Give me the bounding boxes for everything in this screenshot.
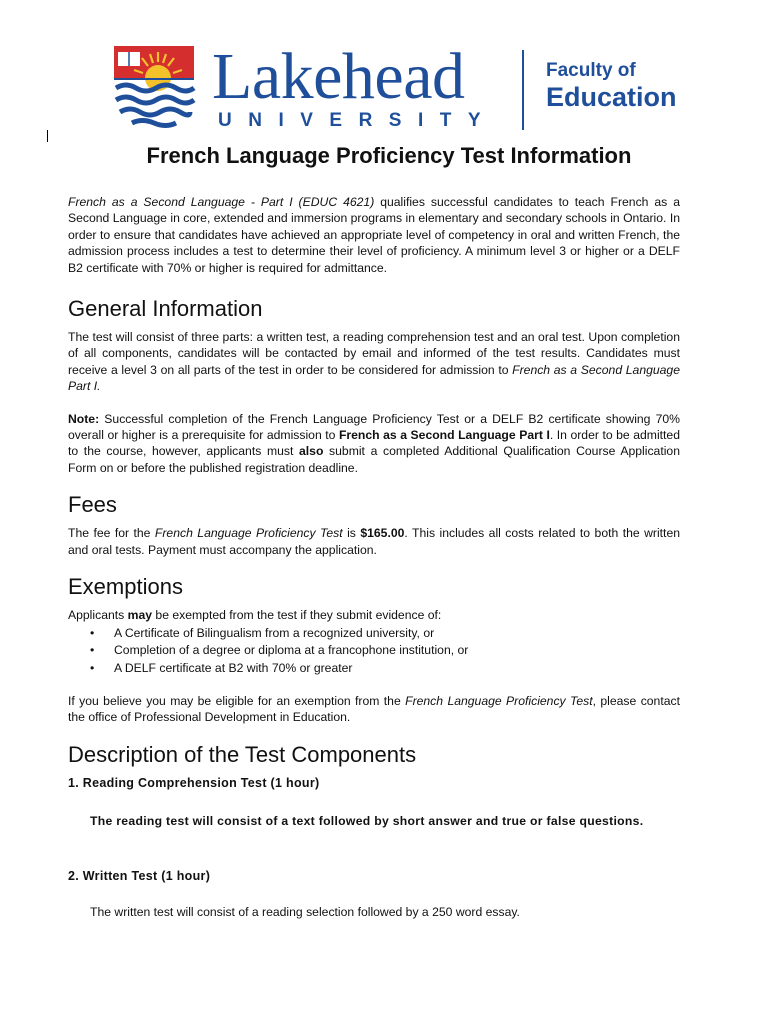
written-test-title: 2. Written Test (1 hour) (68, 868, 211, 883)
note-also: also (299, 444, 324, 459)
reading-test-title: 1. Reading Comprehension Test (1 hour) (68, 775, 320, 790)
exemptions-contact (68, 693, 680, 726)
list-item: • A DELF certificate at B2 with 70% or greater (90, 660, 680, 678)
general-paragraph (68, 329, 680, 395)
university-wordmark: Lakehead (212, 40, 465, 113)
note-text-a: Successful completion of the French Language Proficiency Test or a DELF B2 certificate showing 70% overall or higher is a prerequisite for admission to (68, 411, 680, 443)
university-subtitle: UNIVERSITY (218, 110, 498, 131)
intro-course-name: French as a Second Language - Part I (EDUC 4621) (68, 195, 375, 209)
fees-heading: Fees (68, 492, 117, 518)
exemptions-lead-a: Applicants (68, 608, 128, 623)
logo-divider (522, 50, 524, 130)
fees-test-name: French Language Proficiency Test (154, 526, 343, 541)
note-course-name: French as a Second Language Part I (338, 428, 550, 443)
reading-test-description (68, 813, 680, 829)
exemptions-contact-b: , please contact the office of Professional Development in Education. (68, 694, 680, 725)
exemptions-contact-a: If you believe you may be eligible for an exemption from the (68, 694, 406, 708)
fees-text-a: The fee for the (68, 526, 155, 541)
note-label: Note: (68, 411, 100, 426)
general-course-name: French as a Second Language Part I. (68, 362, 680, 394)
exemptions-heading: Exemptions (68, 574, 183, 600)
document-body (68, 140, 680, 920)
note-text-d: submit a completed Additional Qualification Course Application Form on or before the published registration deadline. (68, 444, 680, 475)
fees-text-b: is (342, 526, 361, 541)
fees-text-c: . This includes all costs related to both the written and oral tests. Payment must accompany the application. (68, 526, 680, 557)
list-item: • A Certificate of Bilingualism from a recognized university, or (90, 625, 680, 643)
list-item: • Completion of a degree or diploma at a francophone institution, or (90, 642, 680, 660)
faculty-line-2: Education (546, 82, 677, 112)
general-text: The test will consist of three parts: a written test, a reading comprehension test and an oral test. Upon completion of all components, candidates will be contacted by email and informed of the test results. Candidates must receive a level 3 on all parts of the test in order to be considered for admission to (68, 330, 680, 377)
intro-paragraph (68, 194, 680, 276)
general-heading: General Information (68, 296, 263, 322)
fees-amount: $165.00 (360, 526, 405, 541)
components-heading: Description of the Test Components (68, 741, 417, 767)
exemptions-lead (68, 607, 680, 623)
page-title: French Language Proficiency Test Information (146, 143, 632, 168)
exemptions-list (68, 625, 680, 678)
exemptions-lead-c: be exempted from the test if they submit evidence of: (152, 608, 442, 623)
faculty-line-1: Faculty of (546, 60, 636, 81)
intro-text: qualifies successful candidates to teach French as a Second Language in core, extended and immersion programs in elementary and secondary schools in Ontario. In order to ensure that candidates have achieved an appropriate level of competency in oral and written French, the admission process includes a test to determine their level of proficiency. A minimum level 3 or higher or a DELF B2 certificate with 70% or higher is required for admittance. (68, 195, 680, 275)
exemptions-test-name: French Language Proficiency Test (405, 694, 593, 708)
university-logo (112, 40, 677, 136)
note-paragraph (68, 411, 680, 477)
note-text-c: . In order to be admitted to the course, however, applicants must (68, 428, 680, 459)
reading-desc-text: The reading test will consist of a text followed by short answer and true or false questions. (90, 814, 644, 829)
university-shield-icon (112, 44, 196, 134)
text-cursor (47, 130, 48, 142)
fees-paragraph (68, 525, 680, 558)
exemptions-may: may (127, 608, 153, 623)
written-test-description: The written test will consist of a reading selection followed by a 250 word essay. (90, 905, 520, 920)
